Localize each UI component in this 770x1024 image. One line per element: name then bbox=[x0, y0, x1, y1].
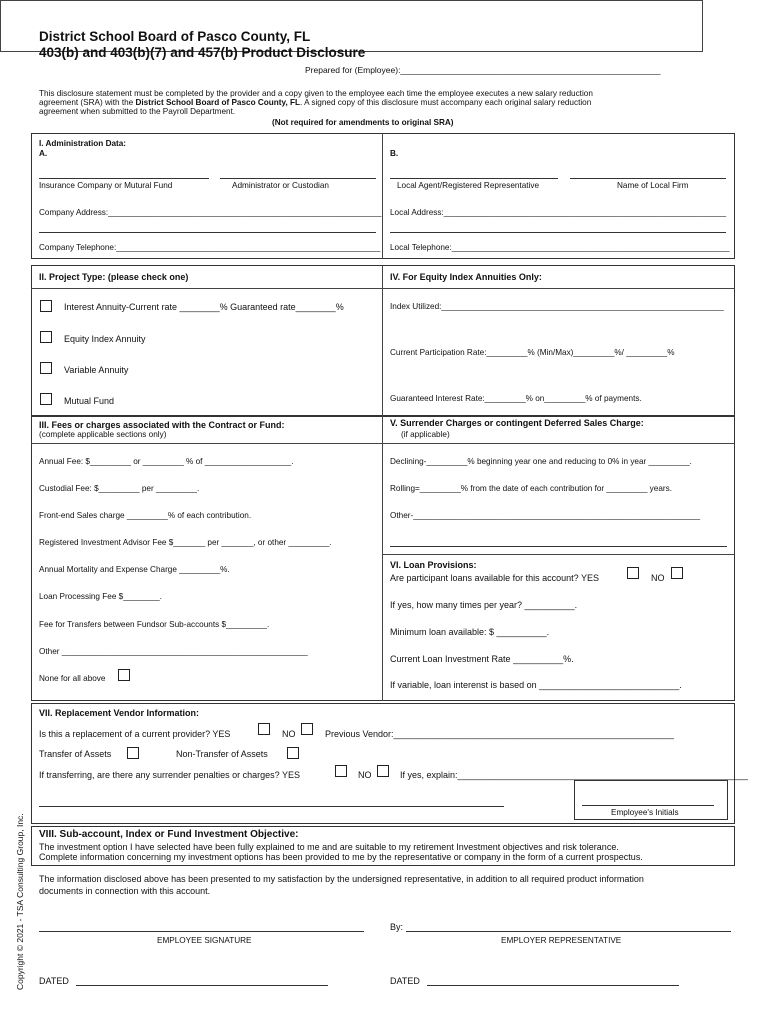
local-firm-label: Name of Local Firm bbox=[617, 181, 689, 190]
index-utilized[interactable]: Index Utilized:______________________________________________________________ bbox=[390, 302, 724, 311]
section-5-title: V. Surrender Charges or contingent Deferred Sales Charge: bbox=[390, 418, 644, 428]
checkbox-mutual-fund[interactable] bbox=[40, 393, 52, 405]
line-local-firm[interactable] bbox=[570, 178, 726, 179]
title-line-1: District School Board of Pasco County, FL bbox=[39, 29, 311, 44]
loans-per-year[interactable]: If yes, how many times per year? __________. bbox=[390, 600, 578, 610]
title-line-2: 403(b) and 403(b)(7) and 457(b) Product Disclosure bbox=[39, 45, 366, 60]
line-employer-signature[interactable] bbox=[406, 931, 731, 932]
loans-no-label: NO bbox=[651, 573, 665, 583]
explain-field[interactable]: If yes, explain:__________________________________________________________ bbox=[400, 770, 748, 780]
section-3-title: III. Fees or charges associated with the Contract or Fund: bbox=[39, 420, 285, 430]
line-admin[interactable] bbox=[220, 178, 376, 179]
local-telephone[interactable]: Local Telephone:_____________________________________________________________ bbox=[390, 243, 730, 252]
line-other-charge-2[interactable] bbox=[390, 546, 727, 547]
section-3-divider bbox=[382, 416, 383, 701]
annual-fee[interactable]: Annual Fee: $_________ or _________ % of ___________________. bbox=[39, 457, 294, 466]
intro-note: (Not required for amendments to original SRA) bbox=[272, 118, 454, 127]
line-employee-signature[interactable] bbox=[39, 931, 364, 932]
loan-investment-rate[interactable]: Current Loan Investment Rate __________%. bbox=[390, 654, 574, 664]
section-2-4-header-line bbox=[31, 288, 735, 289]
line-explain-2[interactable] bbox=[39, 806, 504, 807]
closing-line-2: documents in connection with this account. bbox=[39, 886, 211, 896]
checkbox-non-transfer[interactable] bbox=[287, 747, 299, 759]
transfer-fee[interactable]: Fee for Transfers between Fundsor Sub-accounts $_________. bbox=[39, 620, 270, 629]
rolling-charge[interactable]: Rolling=_________% from the date of each contribution for _________ years. bbox=[390, 484, 672, 493]
local-agent-label: Local Agent/Registered Representative bbox=[397, 181, 540, 190]
checkbox-replacement-yes[interactable] bbox=[258, 723, 270, 735]
section-7-title: VII. Replacement Vendor Information: bbox=[39, 708, 200, 718]
line-company-address-2[interactable] bbox=[39, 232, 376, 233]
opt-interest-annuity: Interest Annuity-Current rate ________% Guaranteed rate________% bbox=[64, 302, 344, 312]
prepared-for: Prepared for (Employee):_______________________________________________________ bbox=[305, 65, 661, 75]
intro-line-2: agreement (SRA) with the District School Board of Pasco County, FL. A signed copy of this disclosure must accompany each original salary reduction bbox=[39, 98, 592, 107]
checkbox-interest-annuity[interactable] bbox=[40, 300, 52, 312]
section-1-divider bbox=[382, 133, 383, 259]
section-8-line-2: Complete information concerning my investment options has been provided to me by the representative or company in the form of a current prospectus. bbox=[39, 852, 643, 862]
checkbox-none-for-all[interactable] bbox=[118, 669, 130, 681]
company-telephone[interactable]: Company Telephone:__________________________________________________________ bbox=[39, 243, 381, 252]
loan-processing-fee[interactable]: Loan Processing Fee $________. bbox=[39, 592, 162, 601]
ria-fee[interactable]: Registered Investment Advisor Fee $_______ per _______, or other _________. bbox=[39, 538, 332, 547]
loan-interest-basis[interactable]: If variable, loan interenst is based on ____________________________. bbox=[390, 680, 682, 690]
dated-label-2: DATED bbox=[390, 976, 420, 986]
section-1-title: I. Administration Data: bbox=[39, 139, 127, 148]
line-local-agent[interactable] bbox=[390, 178, 558, 179]
frontend-charge[interactable]: Front-end Sales charge _________% of each contribution. bbox=[39, 511, 252, 520]
label-a: A. bbox=[39, 149, 48, 158]
ins-company-label: Insurance Company or Mutural Fund bbox=[39, 181, 173, 190]
checkbox-replacement-no[interactable] bbox=[301, 723, 313, 735]
penalty-no-label: NO bbox=[358, 770, 372, 780]
intro-line-1: This disclosure statement must be completed by the provider and a copy given to the employee each time the employee executes a new salary reduction bbox=[39, 89, 593, 98]
other-fee[interactable]: Other ______________________________________________________ bbox=[39, 647, 308, 656]
section-1-box bbox=[31, 133, 735, 259]
section-5-subtitle: (if applicable) bbox=[401, 430, 450, 439]
previous-vendor[interactable]: Previous Vendor:________________________________________________________ bbox=[325, 729, 674, 739]
section-3-subtitle: (complete applicable sections only) bbox=[39, 430, 167, 439]
mortality-charge[interactable]: Annual Mortality and Expense Charge _________%. bbox=[39, 565, 230, 574]
guaranteed-interest[interactable]: Guaranteed Interest Rate:_________% on_________% of payments. bbox=[390, 394, 642, 403]
loans-available-question: Are participant loans available for this account? YES bbox=[390, 573, 599, 583]
company-address[interactable]: Company Address:____________________________________________________________ bbox=[39, 208, 382, 217]
employee-signature-label: EMPLOYEE SIGNATURE bbox=[157, 936, 252, 945]
transfer-assets-label: Transfer of Assets bbox=[39, 749, 112, 759]
opt-equity-index: Equity Index Annuity bbox=[64, 334, 146, 344]
line-initials[interactable] bbox=[582, 805, 714, 806]
checkbox-loans-no[interactable] bbox=[671, 567, 683, 579]
line-dated-1[interactable] bbox=[76, 985, 328, 986]
label-b: B. bbox=[390, 149, 399, 158]
replacement-no-label: NO bbox=[282, 729, 296, 739]
opt-mutual-fund: Mutual Fund bbox=[64, 396, 115, 406]
by-label: By: bbox=[390, 922, 404, 932]
declining-charge[interactable]: Declining-_________% beginning year one and reducing to 0% in year _________. bbox=[390, 457, 692, 466]
intro-line-3: agreement when submitted to the Payroll Department. bbox=[39, 107, 236, 116]
checkbox-loans-yes[interactable] bbox=[627, 567, 639, 579]
opt-variable-annuity: Variable Annuity bbox=[64, 365, 129, 375]
checkbox-penalty-yes[interactable] bbox=[335, 765, 347, 777]
other-charge[interactable]: Other-_______________________________________________________________ bbox=[390, 511, 701, 520]
closing-line-1: The information disclosed above has been presented to my satisfaction by the undersigned representative, in addition to all required product information bbox=[39, 874, 644, 884]
copyright-notice: Copyright © 2021 - TSA Consulting Group, Inc. bbox=[15, 813, 25, 990]
non-transfer-label: Non-Transfer of Assets bbox=[176, 749, 268, 759]
surrender-penalty-question: If transferring, are there any surrender penalties or charges? YES bbox=[39, 770, 300, 780]
section-6-top-line bbox=[382, 554, 735, 555]
dated-label-1: DATED bbox=[39, 976, 69, 986]
custodial-fee[interactable]: Custodial Fee: $_________ per _________. bbox=[39, 484, 200, 493]
section-2-title: II. Project Type: (please check one) bbox=[39, 272, 189, 282]
checkbox-equity-index[interactable] bbox=[40, 331, 52, 343]
participation-rate[interactable]: Current Participation Rate:_________% (Min/Max)_________%/ _________% bbox=[390, 348, 675, 357]
section-8-line-1: The investment option I have selected have been fully explained to me and are suitable to my retirement Investment objectives and risk tolerance. bbox=[39, 842, 619, 852]
checkbox-transfer-assets[interactable] bbox=[127, 747, 139, 759]
local-address[interactable]: Local Address:______________________________________________________________ bbox=[390, 208, 727, 217]
replacement-question: Is this a replacement of a current provider? YES bbox=[39, 729, 231, 739]
section-4-title: IV. For Equity Index Annuities Only: bbox=[390, 272, 542, 282]
section-8-title: VIII. Sub-account, Index or Fund Investment Objective: bbox=[39, 829, 299, 840]
line-dated-2[interactable] bbox=[427, 985, 679, 986]
section-3-header-line bbox=[31, 443, 735, 444]
checkbox-variable-annuity[interactable] bbox=[40, 362, 52, 374]
none-for-all: None for all above bbox=[39, 674, 106, 683]
section-6-title: VI. Loan Provisions: bbox=[390, 560, 477, 570]
admin-label: Administrator or Custodian bbox=[232, 181, 329, 190]
minimum-loan[interactable]: Minimum loan available: $ __________. bbox=[390, 627, 550, 637]
line-ins-company[interactable] bbox=[39, 178, 209, 179]
checkbox-penalty-no[interactable] bbox=[377, 765, 389, 777]
line-local-address-2[interactable] bbox=[390, 232, 726, 233]
initials-label: Employee's Initials bbox=[611, 808, 679, 817]
employer-rep-label: EMPLOYER REPRESENTATIVE bbox=[501, 936, 622, 945]
